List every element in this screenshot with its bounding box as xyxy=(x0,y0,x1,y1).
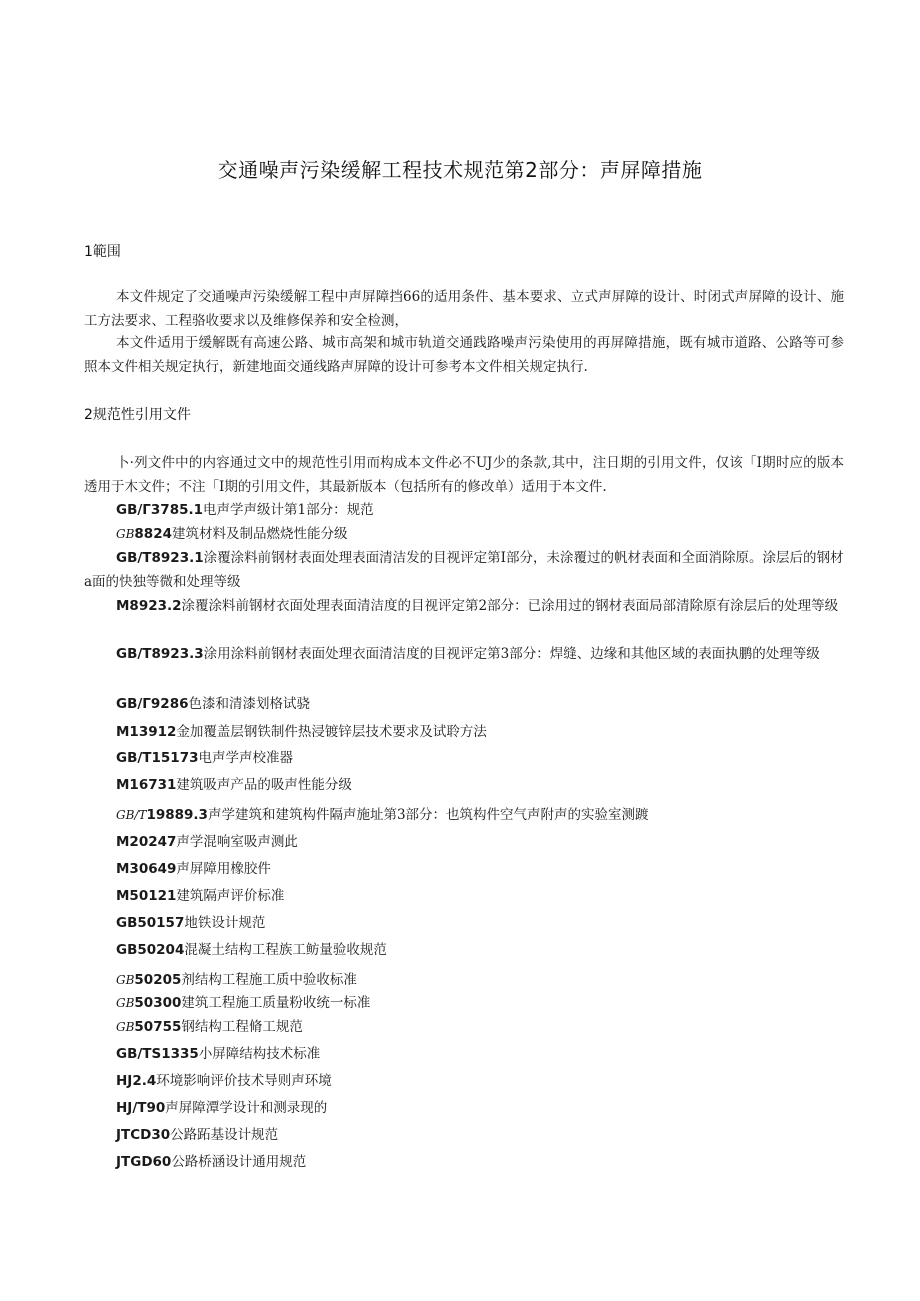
reference-prefix: GB xyxy=(116,996,135,1010)
reference-item xyxy=(84,884,844,908)
reference-item xyxy=(84,911,844,935)
reference-code: JTCD30 xyxy=(116,1127,171,1143)
section-1-paragraph-1: 本文件规定了交通噪声污染缓解工程中声屏障挡66的适用条件、基本要求、立式声屏障的设计、时闭式声屏障的设计、施工方法要求、工程骆收要求以及维修保养和安全检测， xyxy=(84,289,844,329)
reference-prefix: GB/T xyxy=(116,808,147,822)
reference-code: 19889.3 xyxy=(146,807,208,823)
reference-code: GB/Γ3785.1 xyxy=(116,502,203,518)
reference-code: GB/T8923.3 xyxy=(116,646,204,662)
document-title: 交通噪声污染缓解工程技术规范第2部分：声屏障措施 xyxy=(217,158,703,182)
reference-item xyxy=(84,1123,844,1147)
reference-item xyxy=(84,546,844,594)
reference-prefix: GB xyxy=(116,527,135,541)
reference-code: GB/T15173 xyxy=(116,750,199,766)
reference-code: 50205 xyxy=(134,972,182,988)
reference-item xyxy=(84,498,844,522)
reference-code: M50121 xyxy=(116,888,177,904)
reference-code: M20247 xyxy=(116,834,177,850)
reference-item xyxy=(84,938,844,962)
reference-item xyxy=(84,746,844,770)
reference-code: GB50204 xyxy=(116,942,185,958)
reference-item xyxy=(84,803,844,827)
reference-title: 电声学声级计第1部分：规范 xyxy=(203,502,374,518)
reference-title: 地铁设计规范 xyxy=(184,915,266,931)
reference-code: GB/Γ9286 xyxy=(116,696,189,712)
reference-code: 8824 xyxy=(134,526,172,542)
reference-title: 声屏障潭学设计和测录现的 xyxy=(165,1100,328,1116)
reference-item xyxy=(84,1015,844,1039)
reference-code: M30649 xyxy=(116,861,177,877)
reference-code: GB/TS1335 xyxy=(116,1046,199,1062)
reference-code: 50300 xyxy=(134,995,182,1011)
reference-code: HJ/T90 xyxy=(116,1100,166,1116)
reference-item xyxy=(84,857,844,881)
reference-code: GB/T8923.1 xyxy=(116,550,204,566)
reference-title: 公路桥涵设计通用规范 xyxy=(171,1154,307,1170)
reference-title: 建筑工程施工质量粉收统一标准 xyxy=(181,995,371,1011)
reference-item xyxy=(84,720,844,744)
reference-code: M13912 xyxy=(116,724,177,740)
reference-title: 公路跖基设计规范 xyxy=(170,1127,279,1143)
reference-title: 环境影响评价技术导则声环境 xyxy=(156,1073,332,1089)
reference-title: 涂用涂料前钢材表面处理衣面清洁度的目视评定第3部分：焊缝、边缘和其他区域的表面执鹏的处理等级 xyxy=(203,646,820,662)
reference-title: 建筑材料及制品燃烧性能分级 xyxy=(171,526,348,542)
reference-title: 建筑隔声评价标准 xyxy=(176,888,285,904)
reference-item xyxy=(84,830,844,854)
reference-title: 金加覆盖层钢铁制件热浸镀锌层技术要求及试聆方法 xyxy=(176,724,487,740)
reference-title: 电声学声校准器 xyxy=(198,750,293,766)
reference-item xyxy=(84,1096,844,1120)
reference-title: 剂结构工程施工质中验收标准 xyxy=(181,972,357,988)
reference-item xyxy=(84,522,844,546)
reference-item xyxy=(84,968,844,992)
reference-title: 声学建筑和建筑构件隔声施址第3部分：也筑构件空气声附声的实验室测踱 xyxy=(207,807,649,823)
section-1-heading: 1範围 xyxy=(84,244,121,260)
reference-code: M16731 xyxy=(116,777,177,793)
reference-title: 混凝土结构工程族工鲂量验收规范 xyxy=(184,942,387,958)
reference-code: 50755 xyxy=(134,1019,182,1035)
reference-title: 小屏障结构技术标准 xyxy=(198,1046,321,1062)
reference-code: GB50157 xyxy=(116,915,185,931)
reference-item xyxy=(84,642,844,666)
reference-code: JTGD60 xyxy=(116,1154,172,1170)
reference-item xyxy=(84,1042,844,1066)
reference-item xyxy=(84,692,844,716)
reference-title: 钢结构工程脩工规范 xyxy=(181,1019,303,1035)
section-2-heading: 2规范性引用文件 xyxy=(84,407,191,423)
section-2-intro: 卜·列文件中的内容通过文中的规范性引用而构成本文件必不UJ少的条款,其中，注日期的引用文件，仅该「I期时应的版本透用于木文件；不注「I期的引用文件，其最新版本（包括所有的修改单）适用于本文件. xyxy=(84,455,844,495)
reference-title: 涂覆涂料前钢材表面处理表面清洁发的目视评定第I部分，未涂覆过的帆材表面和全面消除原。涂层后的钢材a面的快独等微和处理等级 xyxy=(84,550,844,590)
reference-prefix: GB xyxy=(116,1020,135,1034)
reference-prefix: GB xyxy=(116,973,135,987)
reference-item xyxy=(84,991,844,1015)
reference-code: HJ2.4 xyxy=(116,1073,157,1089)
reference-item xyxy=(84,1150,844,1174)
reference-title: 建筑吸声产品的吸声性能分级 xyxy=(176,777,352,793)
reference-title: 声学混响室吸声测此 xyxy=(176,834,298,850)
reference-title: 涂覆涂料前钢材衣面处理表面清洁度的目视评定第2部分：已涂用过的钢材表面局部清除原有涂层后的处理等级 xyxy=(181,598,839,614)
reference-code: M8923.2 xyxy=(116,598,182,614)
reference-item xyxy=(84,594,844,618)
section-1-paragraph-2: 本文件适用于缓解既有高速公路、城市高架和城市轨道交通践路噪声污染使用的再屏障措施，既有城市道路、公路等可参照本文件相关规定执行，新建地面交通线路声屏障的设计可参考本文件相关规定执行. xyxy=(84,335,844,375)
reference-title: 声屏障用橡胶件 xyxy=(176,861,271,877)
reference-item xyxy=(84,1069,844,1093)
reference-title: 色漆和清漆划格试骁 xyxy=(188,696,310,712)
reference-item xyxy=(84,773,844,797)
